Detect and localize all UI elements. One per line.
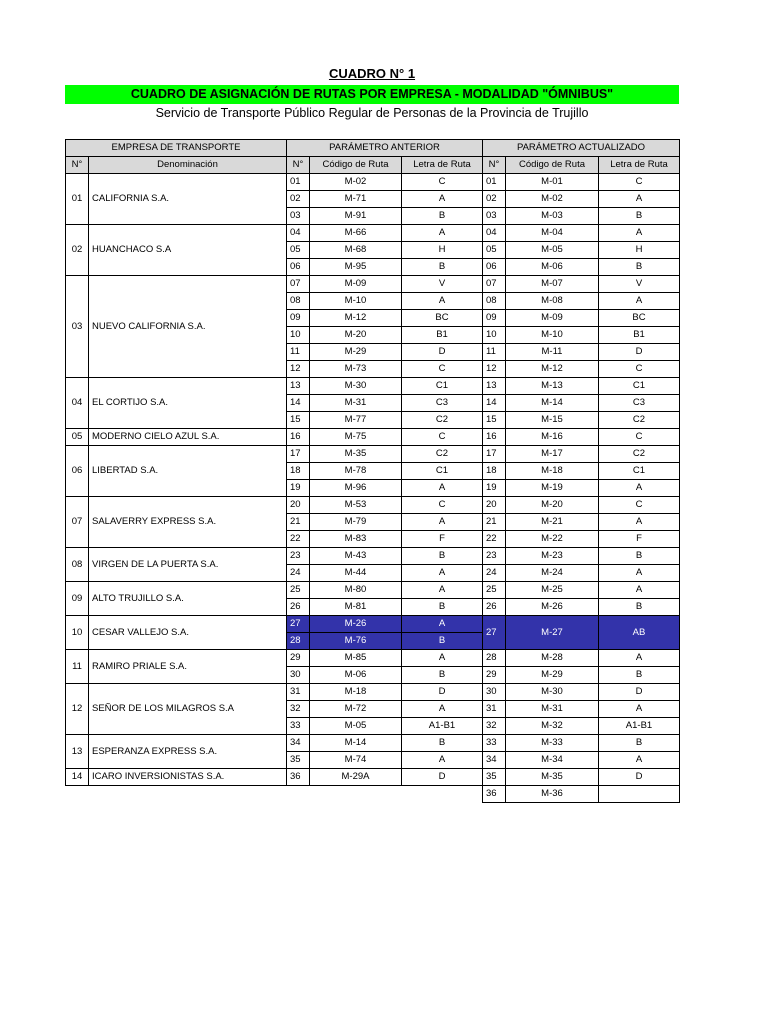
company-name: CESAR VALLEJO S.A. — [89, 616, 287, 650]
new-route-letter: A — [599, 582, 680, 599]
prev-route-letter: A — [402, 480, 483, 497]
prev-route-code: M-05 — [310, 718, 402, 735]
new-route-code: M-34 — [506, 752, 599, 769]
prev-route-number: 34 — [287, 735, 310, 752]
new-route-code: M-08 — [506, 293, 599, 310]
prev-route-letter: A — [402, 225, 483, 242]
table-row — [66, 684, 680, 701]
prev-route-number: 09 — [287, 310, 310, 327]
new-route-number: 20 — [483, 497, 506, 514]
new-route-code: M-19 — [506, 480, 599, 497]
prev-route-letter: F — [402, 531, 483, 548]
new-route-code: M-27 — [506, 616, 599, 650]
new-route-number: 10 — [483, 327, 506, 344]
company-number: 11 — [66, 650, 89, 684]
prev-route-code: M-02 — [310, 174, 402, 191]
header-no: N° — [287, 157, 310, 174]
new-route-number: 34 — [483, 752, 506, 769]
new-route-number: 12 — [483, 361, 506, 378]
table-row — [66, 582, 680, 599]
company-number: 09 — [66, 582, 89, 616]
prev-route-number: 16 — [287, 429, 310, 446]
prev-route-number: 24 — [287, 565, 310, 582]
prev-route-code: M-26 — [310, 616, 402, 633]
empty-cell — [310, 786, 402, 803]
new-route-code: M-20 — [506, 497, 599, 514]
prev-route-number: 15 — [287, 412, 310, 429]
new-route-number: 24 — [483, 565, 506, 582]
prev-route-number: 11 — [287, 344, 310, 361]
prev-route-code: M-10 — [310, 293, 402, 310]
header-anterior: PARÁMETRO ANTERIOR — [287, 140, 483, 157]
new-route-code: M-05 — [506, 242, 599, 259]
prev-route-letter: B — [402, 633, 483, 650]
prev-route-number: 14 — [287, 395, 310, 412]
new-route-number: 35 — [483, 769, 506, 786]
prev-route-code: M-85 — [310, 650, 402, 667]
document-title: CUADRO N° 1 — [328, 66, 416, 81]
company-number: 04 — [66, 378, 89, 429]
new-route-number: 06 — [483, 259, 506, 276]
prev-route-letter: C3 — [402, 395, 483, 412]
prev-route-number: 32 — [287, 701, 310, 718]
company-name: VIRGEN DE LA PUERTA S.A. — [89, 548, 287, 582]
empty-cell — [89, 786, 287, 803]
prev-route-letter: B — [402, 667, 483, 684]
prev-route-letter: V — [402, 276, 483, 293]
header-empresa: EMPRESA DE TRANSPORTE — [66, 140, 287, 157]
prev-route-code: M-31 — [310, 395, 402, 412]
document-subtitle: Servicio de Transporte Público Regular de Personas de la Provincia de Trujillo — [155, 106, 589, 120]
new-route-number: 22 — [483, 531, 506, 548]
prev-route-code: M-68 — [310, 242, 402, 259]
new-route-code: M-26 — [506, 599, 599, 616]
new-route-letter: A1-B1 — [599, 718, 680, 735]
new-route-letter: B — [599, 259, 680, 276]
new-route-number: 18 — [483, 463, 506, 480]
prev-route-letter: C2 — [402, 412, 483, 429]
new-route-number: 19 — [483, 480, 506, 497]
prev-route-code: M-81 — [310, 599, 402, 616]
prev-route-letter: BC — [402, 310, 483, 327]
new-route-letter: A — [599, 225, 680, 242]
new-route-code: M-24 — [506, 565, 599, 582]
prev-route-code: M-80 — [310, 582, 402, 599]
prev-route-letter: A — [402, 752, 483, 769]
table-body — [66, 174, 680, 803]
prev-route-code: M-95 — [310, 259, 402, 276]
prev-route-letter: A — [402, 701, 483, 718]
company-number: 01 — [66, 174, 89, 225]
new-route-number: 23 — [483, 548, 506, 565]
prev-route-code: M-14 — [310, 735, 402, 752]
table-row — [66, 786, 680, 803]
new-route-code: M-04 — [506, 225, 599, 242]
new-route-letter: B — [599, 548, 680, 565]
prev-route-number: 07 — [287, 276, 310, 293]
new-route-code: M-09 — [506, 310, 599, 327]
new-route-letter: A — [599, 650, 680, 667]
new-route-letter: AB — [599, 616, 680, 650]
new-route-code: M-15 — [506, 412, 599, 429]
prev-route-letter: A — [402, 616, 483, 633]
new-route-letter: C — [599, 497, 680, 514]
prev-route-code: M-66 — [310, 225, 402, 242]
new-route-number: 09 — [483, 310, 506, 327]
table-row — [66, 225, 680, 242]
new-route-letter: B — [599, 599, 680, 616]
prev-route-code: M-73 — [310, 361, 402, 378]
new-route-number: 30 — [483, 684, 506, 701]
prev-route-number: 25 — [287, 582, 310, 599]
new-route-letter: C1 — [599, 463, 680, 480]
header-codigo: Código de Ruta — [506, 157, 599, 174]
prev-route-code: M-77 — [310, 412, 402, 429]
new-route-letter: A — [599, 701, 680, 718]
new-route-number: 01 — [483, 174, 506, 191]
prev-route-letter: D — [402, 344, 483, 361]
new-route-letter: D — [599, 344, 680, 361]
routes-table — [65, 139, 680, 803]
new-route-code: M-30 — [506, 684, 599, 701]
prev-route-number: 02 — [287, 191, 310, 208]
new-route-code: M-06 — [506, 259, 599, 276]
new-route-letter: A — [599, 191, 680, 208]
prev-route-letter: C — [402, 361, 483, 378]
header-no: N° — [66, 157, 89, 174]
new-route-code: M-22 — [506, 531, 599, 548]
new-route-letter: H — [599, 242, 680, 259]
new-route-letter: A — [599, 480, 680, 497]
new-route-code: M-02 — [506, 191, 599, 208]
new-route-letter: V — [599, 276, 680, 293]
prev-route-code: M-83 — [310, 531, 402, 548]
new-route-number: 07 — [483, 276, 506, 293]
prev-route-letter: A — [402, 650, 483, 667]
new-route-letter: C — [599, 429, 680, 446]
table-row — [66, 497, 680, 514]
prev-route-letter: C — [402, 497, 483, 514]
new-route-code: M-01 — [506, 174, 599, 191]
prev-route-code: M-12 — [310, 310, 402, 327]
table-row — [66, 616, 680, 633]
new-route-number: 28 — [483, 650, 506, 667]
prev-route-code: M-75 — [310, 429, 402, 446]
table-row — [66, 276, 680, 293]
prev-route-code: M-96 — [310, 480, 402, 497]
new-route-letter: D — [599, 769, 680, 786]
prev-route-letter: C — [402, 174, 483, 191]
new-route-number: 11 — [483, 344, 506, 361]
new-route-number: 16 — [483, 429, 506, 446]
new-route-letter: A — [599, 565, 680, 582]
prev-route-number: 04 — [287, 225, 310, 242]
company-number: 12 — [66, 684, 89, 735]
new-route-number: 14 — [483, 395, 506, 412]
header-letra: Letra de Ruta — [402, 157, 483, 174]
header-actualizado: PARÁMETRO ACTUALIZADO — [483, 140, 680, 157]
prev-route-code: M-09 — [310, 276, 402, 293]
prev-route-number: 28 — [287, 633, 310, 650]
company-number: 03 — [66, 276, 89, 378]
new-route-letter: B1 — [599, 327, 680, 344]
prev-route-code: M-71 — [310, 191, 402, 208]
prev-route-number: 18 — [287, 463, 310, 480]
table-row — [66, 429, 680, 446]
new-route-letter: C2 — [599, 446, 680, 463]
new-route-number: 27 — [483, 616, 506, 650]
company-name: ESPERANZA EXPRESS S.A. — [89, 735, 287, 769]
new-route-code: M-33 — [506, 735, 599, 752]
prev-route-letter: C1 — [402, 378, 483, 395]
new-route-letter: C1 — [599, 378, 680, 395]
prev-route-code: M-44 — [310, 565, 402, 582]
new-route-number: 03 — [483, 208, 506, 225]
prev-route-code: M-72 — [310, 701, 402, 718]
prev-route-letter: B — [402, 259, 483, 276]
new-route-number: 02 — [483, 191, 506, 208]
company-number: 05 — [66, 429, 89, 446]
new-route-letter — [599, 786, 680, 803]
prev-route-number: 22 — [287, 531, 310, 548]
new-route-code: M-18 — [506, 463, 599, 480]
prev-route-code: M-20 — [310, 327, 402, 344]
prev-route-number: 26 — [287, 599, 310, 616]
prev-route-code: M-76 — [310, 633, 402, 650]
prev-route-code: M-74 — [310, 752, 402, 769]
prev-route-number: 05 — [287, 242, 310, 259]
new-route-letter: C2 — [599, 412, 680, 429]
new-route-letter: C3 — [599, 395, 680, 412]
prev-route-number: 31 — [287, 684, 310, 701]
new-route-code: M-14 — [506, 395, 599, 412]
empty-cell — [402, 786, 483, 803]
new-route-letter: D — [599, 684, 680, 701]
table-row — [66, 650, 680, 667]
prev-route-letter: A — [402, 565, 483, 582]
new-route-letter: F — [599, 531, 680, 548]
new-route-code: M-29 — [506, 667, 599, 684]
company-number: 02 — [66, 225, 89, 276]
company-name: MODERNO CIELO AZUL S.A. — [89, 429, 287, 446]
prev-route-code: M-18 — [310, 684, 402, 701]
company-number: 07 — [66, 497, 89, 548]
new-route-letter: C — [599, 361, 680, 378]
prev-route-number: 27 — [287, 616, 310, 633]
prev-route-number: 29 — [287, 650, 310, 667]
new-route-letter: A — [599, 752, 680, 769]
new-route-code: M-12 — [506, 361, 599, 378]
company-number: 13 — [66, 735, 89, 769]
company-name: SALAVERRY EXPRESS S.A. — [89, 497, 287, 548]
table-row — [66, 769, 680, 786]
prev-route-number: 19 — [287, 480, 310, 497]
company-name: RAMIRO PRIALE S.A. — [89, 650, 287, 684]
header-letra: Letra de Ruta — [599, 157, 680, 174]
header-denominacion: Denominación — [89, 157, 287, 174]
new-route-code: M-16 — [506, 429, 599, 446]
new-route-letter: B — [599, 208, 680, 225]
prev-route-code: M-06 — [310, 667, 402, 684]
new-route-number: 31 — [483, 701, 506, 718]
table-row — [66, 446, 680, 463]
prev-route-number: 21 — [287, 514, 310, 531]
company-number: 10 — [66, 616, 89, 650]
new-route-number: 32 — [483, 718, 506, 735]
header-codigo: Código de Ruta — [310, 157, 402, 174]
new-route-code: M-25 — [506, 582, 599, 599]
table-row — [66, 174, 680, 191]
prev-route-letter: A1-B1 — [402, 718, 483, 735]
prev-route-number: 35 — [287, 752, 310, 769]
prev-route-letter: A — [402, 582, 483, 599]
prev-route-letter: B — [402, 735, 483, 752]
new-route-code: M-23 — [506, 548, 599, 565]
new-route-number: 36 — [483, 786, 506, 803]
prev-route-letter: A — [402, 293, 483, 310]
new-route-letter: A — [599, 514, 680, 531]
table-row — [66, 378, 680, 395]
prev-route-number: 30 — [287, 667, 310, 684]
prev-route-number: 17 — [287, 446, 310, 463]
company-name: ICARO INVERSIONISTAS S.A. — [89, 769, 287, 786]
new-route-number: 17 — [483, 446, 506, 463]
new-route-code: M-13 — [506, 378, 599, 395]
new-route-letter: C — [599, 174, 680, 191]
header-group-row — [66, 140, 680, 157]
prev-route-number: 01 — [287, 174, 310, 191]
new-route-number: 08 — [483, 293, 506, 310]
new-route-code: M-10 — [506, 327, 599, 344]
company-name: ALTO TRUJILLO S.A. — [89, 582, 287, 616]
prev-route-code: M-29A — [310, 769, 402, 786]
table-row — [66, 735, 680, 752]
prev-route-code: M-29 — [310, 344, 402, 361]
company-name: EL CORTIJO S.A. — [89, 378, 287, 429]
empty-cell — [66, 786, 89, 803]
prev-route-number: 03 — [287, 208, 310, 225]
company-name: HUANCHACO S.A — [89, 225, 287, 276]
new-route-code: M-31 — [506, 701, 599, 718]
prev-route-letter: A — [402, 191, 483, 208]
prev-route-code: M-35 — [310, 446, 402, 463]
header-columns-row — [66, 157, 680, 174]
prev-route-letter: A — [402, 514, 483, 531]
prev-route-code: M-79 — [310, 514, 402, 531]
prev-route-number: 36 — [287, 769, 310, 786]
prev-route-code: M-43 — [310, 548, 402, 565]
new-route-number: 29 — [483, 667, 506, 684]
new-route-number: 21 — [483, 514, 506, 531]
new-route-number: 25 — [483, 582, 506, 599]
prev-route-number: 12 — [287, 361, 310, 378]
prev-route-letter: D — [402, 769, 483, 786]
company-name: NUEVO CALIFORNIA S.A. — [89, 276, 287, 378]
new-route-number: 33 — [483, 735, 506, 752]
prev-route-letter: B — [402, 548, 483, 565]
new-route-code: M-28 — [506, 650, 599, 667]
prev-route-letter: C1 — [402, 463, 483, 480]
new-route-number: 04 — [483, 225, 506, 242]
new-route-code: M-21 — [506, 514, 599, 531]
prev-route-letter: H — [402, 242, 483, 259]
prev-route-number: 20 — [287, 497, 310, 514]
prev-route-letter: D — [402, 684, 483, 701]
new-route-code: M-07 — [506, 276, 599, 293]
company-number: 06 — [66, 446, 89, 497]
new-route-code: M-11 — [506, 344, 599, 361]
new-route-number: 13 — [483, 378, 506, 395]
company-number: 08 — [66, 548, 89, 582]
prev-route-number: 13 — [287, 378, 310, 395]
prev-route-letter: C — [402, 429, 483, 446]
prev-route-number: 10 — [287, 327, 310, 344]
header-no: N° — [483, 157, 506, 174]
new-route-number: 15 — [483, 412, 506, 429]
new-route-letter: BC — [599, 310, 680, 327]
company-number: 14 — [66, 769, 89, 786]
table-banner: CUADRO DE ASIGNACIÓN DE RUTAS POR EMPRESA - MODALIDAD "ÓMNIBUS" — [65, 85, 679, 104]
company-name: CALIFORNIA S.A. — [89, 174, 287, 225]
new-route-code: M-03 — [506, 208, 599, 225]
new-route-number: 26 — [483, 599, 506, 616]
prev-route-number: 33 — [287, 718, 310, 735]
new-route-letter: B — [599, 667, 680, 684]
prev-route-letter: B1 — [402, 327, 483, 344]
new-route-code: M-32 — [506, 718, 599, 735]
empty-cell — [287, 786, 310, 803]
company-name: SEÑOR DE LOS MILAGROS S.A — [89, 684, 287, 735]
new-route-letter: B — [599, 735, 680, 752]
prev-route-number: 08 — [287, 293, 310, 310]
new-route-code: M-36 — [506, 786, 599, 803]
new-route-number: 05 — [483, 242, 506, 259]
table-row — [66, 548, 680, 565]
prev-route-number: 23 — [287, 548, 310, 565]
prev-route-letter: B — [402, 208, 483, 225]
prev-route-code: M-91 — [310, 208, 402, 225]
new-route-code: M-17 — [506, 446, 599, 463]
new-route-code: M-35 — [506, 769, 599, 786]
new-route-letter: A — [599, 293, 680, 310]
prev-route-letter: C2 — [402, 446, 483, 463]
prev-route-code: M-30 — [310, 378, 402, 395]
prev-route-number: 06 — [287, 259, 310, 276]
company-name: LIBERTAD S.A. — [89, 446, 287, 497]
prev-route-letter: B — [402, 599, 483, 616]
prev-route-code: M-53 — [310, 497, 402, 514]
prev-route-code: M-78 — [310, 463, 402, 480]
